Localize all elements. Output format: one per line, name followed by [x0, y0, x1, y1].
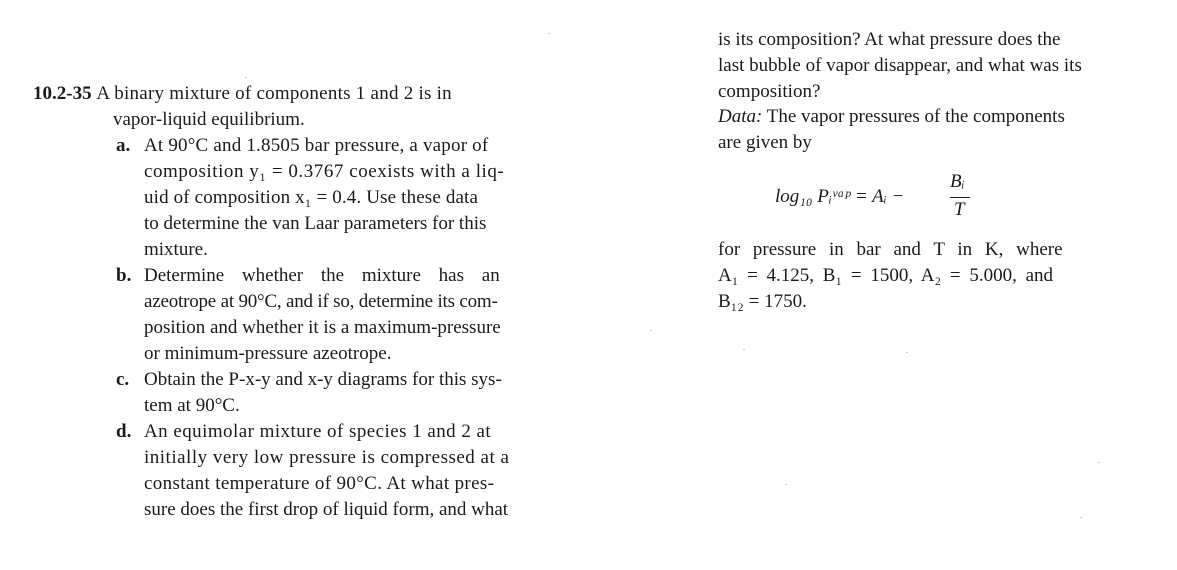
problem-intro-line1: A binary mixture of components 1 and 2 is in	[96, 83, 452, 104]
after-formula-line: for pressure in bar and T in K, where	[718, 239, 1063, 260]
part-a-line: mixture.	[144, 239, 208, 260]
scan-speck	[650, 330, 652, 331]
part-d-label: d.	[116, 421, 132, 442]
part-d-line: initially very low pressure is compressed at a	[144, 447, 510, 468]
scan-speck	[548, 33, 550, 34]
part-a-label: a.	[116, 135, 131, 156]
scan-speck	[785, 484, 787, 485]
part-d-line: sure does the first drop of liquid form, and what	[144, 499, 509, 520]
part-a-line: At 90°C and 1.8505 bar pressure, a vapor of	[144, 135, 489, 156]
part-b-line: position and whether it is a maximum-pressure	[144, 317, 501, 338]
part-b-line: or minimum-pressure azeotrope.	[144, 343, 392, 364]
part-d-line: An equimolar mixture of species 1 and 2 at	[144, 421, 492, 442]
part-c-line: Obtain the P-x-y and x-y diagrams for this sys-	[144, 369, 502, 390]
scan-speck	[906, 352, 908, 353]
formula-fraction-bar	[950, 197, 970, 198]
part-a-line: composition y₁ = 0.3767 coexists with a liq-	[144, 161, 505, 182]
part-a-line: uid of composition x₁ = 0.4. Use these data	[144, 187, 479, 208]
formula-denominator: T	[954, 199, 965, 220]
scan-speck	[1098, 462, 1100, 463]
scan-speck	[1080, 517, 1082, 518]
formula-numerator: Bᵢ	[950, 171, 965, 192]
after-formula-line: A₁ = 4.125, B₁ = 1500, A₂ = 5.000, and	[718, 265, 1054, 286]
scan-speck	[245, 77, 247, 78]
part-b-line: azeotrope at 90°C, and if so, determine its com-	[144, 291, 498, 312]
right-col-line: last bubble of vapor disappear, and what was its	[718, 55, 1082, 76]
right-col-line: is its composition? At what pressure does the	[718, 29, 1061, 50]
after-formula-line: B₁₂ = 1750.	[718, 291, 807, 312]
problem-number: 10.2-35	[33, 83, 92, 104]
right-col-line: composition?	[718, 81, 821, 102]
problem-intro-line2: vapor-liquid equilibrium.	[113, 109, 305, 130]
part-d-line: constant temperature of 90°C. At what pres-	[144, 473, 495, 494]
data-label: Data:	[718, 106, 763, 127]
data-line1	[718, 104, 1065, 130]
data-line1-rest: The vapor pressures of the components	[766, 106, 1065, 127]
vapor-pressure-formula	[775, 186, 904, 208]
scan-speck	[743, 349, 745, 350]
part-b-line: Determine whether the mixture has an	[144, 265, 500, 286]
data-line2: are given by	[718, 132, 812, 153]
part-c-label: c.	[116, 369, 130, 390]
part-c-line: tem at 90°C.	[144, 395, 240, 416]
formula-lhs: log₁₀ Pᵢᵛᵃᵖ = Aᵢ −	[775, 186, 905, 207]
problem-heading-line	[33, 81, 566, 107]
part-b-label: b.	[116, 265, 132, 286]
part-a-line: to determine the van Laar parameters for this	[144, 213, 487, 234]
